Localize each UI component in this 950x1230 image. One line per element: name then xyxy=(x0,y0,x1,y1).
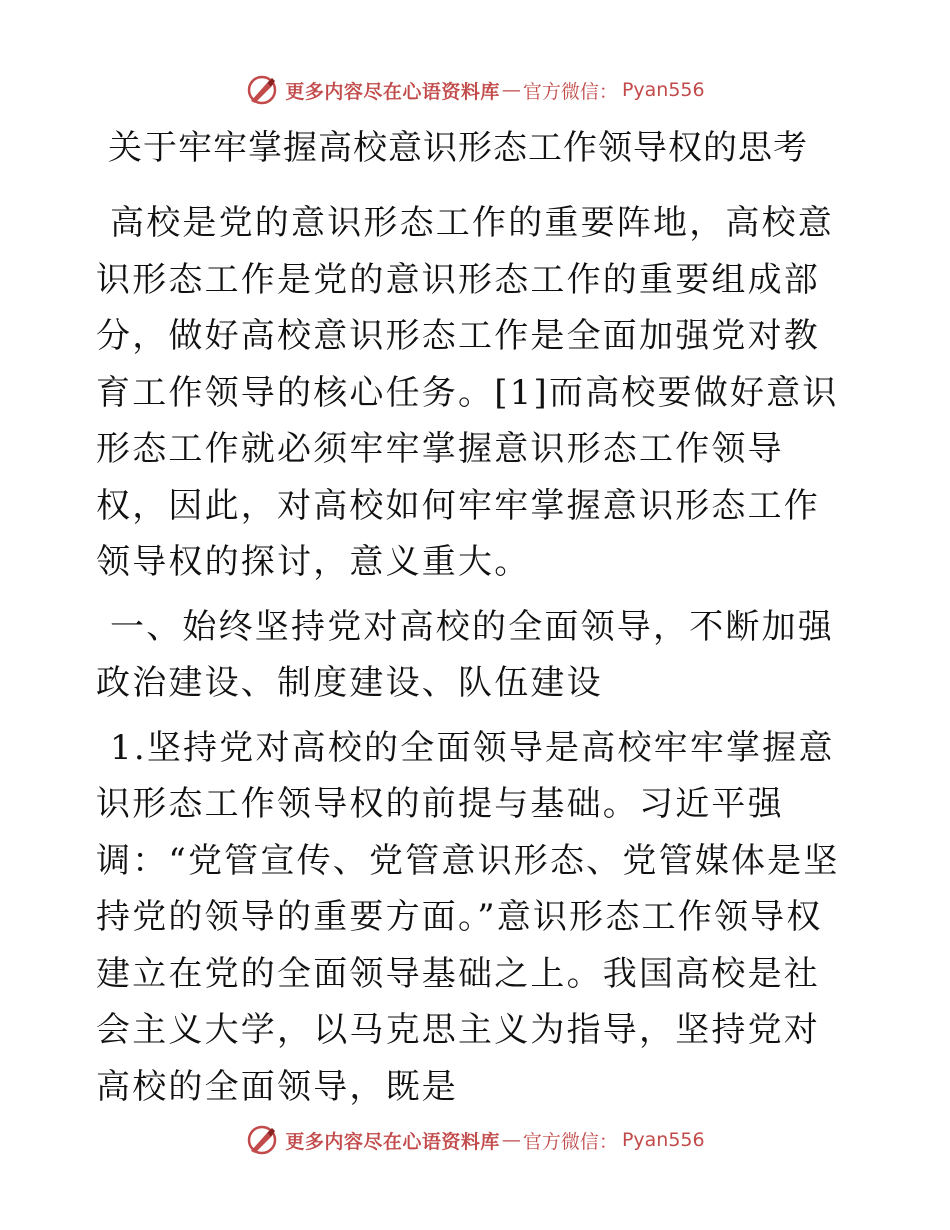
banner-text: 更多内容尽在心语资料库 xyxy=(285,1130,500,1153)
banner-dash: — xyxy=(501,79,521,101)
section-heading-1: 一、始终坚持党对高校的全面领导，不断加强政治建设、制度建设、队伍建设 xyxy=(96,606,834,703)
header-watermark-banner xyxy=(0,70,950,110)
banner-dash: — xyxy=(501,1129,521,1151)
footer-watermark-banner xyxy=(0,1120,950,1160)
banner-wechat-id: Pyan556 xyxy=(621,79,705,101)
banner-official-label: 官方微信： xyxy=(522,80,618,103)
banner-text: 更多内容尽在心语资料库 xyxy=(285,80,500,103)
banner-official-label: 官方微信： xyxy=(522,1130,618,1153)
paragraph-intro: 高校是党的意识形态工作的重要阵地，高校意识形态工作是党的意识形态工作的重要组成部分，做好高校意识形态工作是全面加强党对教育工作领导的核心任务。[1]而高校要做好意识形态工作就必须牢牢掌握意识形态工作领导权，因此，对高校如何牢牢掌握意识形态工作领导权的探讨，意义重大。 xyxy=(96,203,839,582)
pen-logo-icon xyxy=(245,73,279,107)
document-title: 关于牢牢掌握高校意识形态工作领导权的思考 xyxy=(108,128,808,168)
pen-logo-icon xyxy=(245,1123,279,1157)
document-body xyxy=(96,195,852,1123)
paragraph-point-1: 1.坚持党对高校的全面领导是高校牢牢掌握意识形态工作领导权的前提与基础。习近平强调：“党管宣传、党管意识形态、党管媒体是坚持党的领导的重要方面。”意识形态工作领导权建立在党的全面领导基础之上。我国高校是社会主义大学，以马克思主义为指导，坚持党对高校的全面领导，既是 xyxy=(96,727,840,1107)
banner-wechat-id: Pyan556 xyxy=(621,1129,705,1151)
